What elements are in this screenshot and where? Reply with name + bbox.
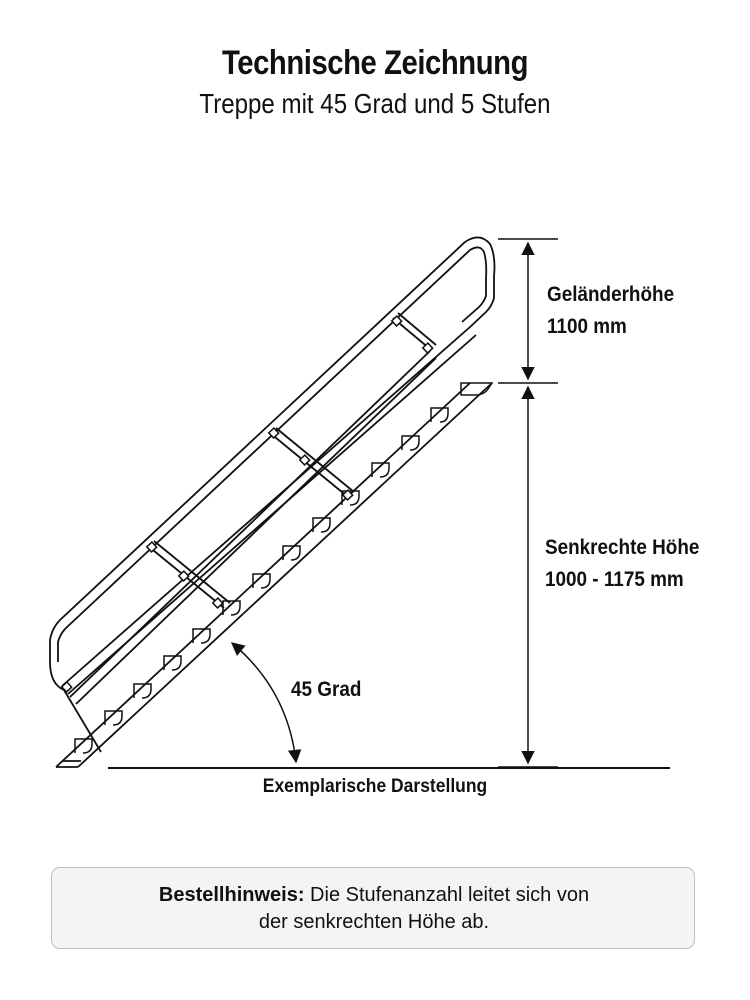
order-note-line1: Die Stufenanzahl leitet sich von xyxy=(304,884,590,906)
railing-posts xyxy=(148,313,436,608)
railing-connectors xyxy=(62,316,433,692)
order-note-text xyxy=(52,882,696,936)
order-note-prefix: Bestellhinweis: xyxy=(158,884,305,906)
order-note-line2: der senkrechten Höhe ab. xyxy=(258,911,490,933)
drawing-title: Technische Zeichnung xyxy=(221,44,529,82)
stair-railing xyxy=(50,237,495,752)
railing-height-label: Geländerhöhe xyxy=(547,283,675,306)
order-note-box xyxy=(51,867,695,949)
angle-arc xyxy=(232,643,296,762)
drawing-subtitle: Treppe mit 45 Grad und 5 Stufen xyxy=(199,88,551,119)
angle-label: 45 Grad xyxy=(291,678,362,701)
illustration-caption: Exemplarische Darstellung xyxy=(262,776,488,797)
vertical-height-label: Senkrechte Höhe xyxy=(545,536,700,559)
stair-treads xyxy=(75,383,492,753)
vertical-height-value: 1000 - 1175 mm xyxy=(545,568,684,591)
railing-height-value: 1100 mm xyxy=(547,315,627,338)
